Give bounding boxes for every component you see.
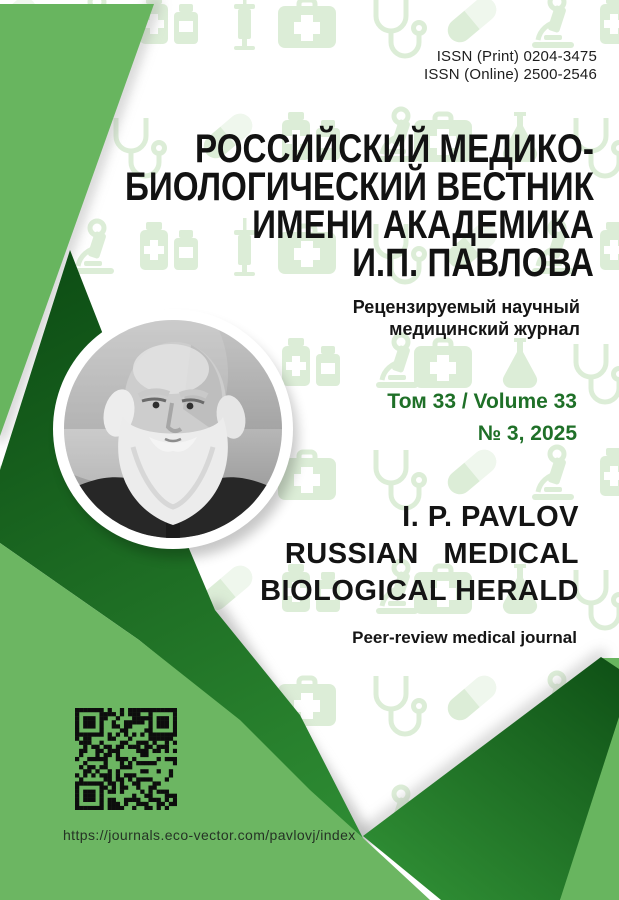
journal-title-ru-line: БИОЛОГИЧЕСКИЙ ВЕСТНИК — [125, 165, 594, 209]
issn-print: ISSN (Print) 0204-3475 — [436, 48, 597, 65]
journal-title-ru-line: РОССИЙСКИЙ МЕДИКО- — [195, 127, 594, 171]
journal-title-ru — [125, 127, 594, 285]
issn-online: ISSN (Online) 2500-2546 — [423, 66, 597, 83]
journal-subtitle-en: Peer-review medical journal — [352, 628, 577, 647]
journal-title-en-line: RUSSIAN MEDICAL — [284, 538, 579, 570]
journal-title-ru-line: И.П. ПАВЛОВА — [352, 241, 594, 285]
journal-subtitle-ru-line: медицинский журнал — [389, 319, 580, 339]
journal-title-ru-line: ИМЕНИ АКАДЕМИКА — [252, 203, 594, 247]
journal-title-en — [260, 499, 579, 610]
journal-subtitle-ru — [353, 296, 580, 340]
volume-issue-block — [387, 386, 577, 450]
journal-title-en-line: I. P. PAVLOV — [402, 501, 579, 533]
issn-block — [424, 48, 597, 84]
journal-title-en-line: BIOLOGICAL HERALD — [260, 575, 579, 607]
issue-line: № 3, 2025 — [477, 422, 577, 445]
qr-code — [75, 708, 177, 810]
journal-subtitle-ru-line: Рецензируемый научный — [352, 297, 580, 317]
journal-url: https://journals.eco-vector.com/pavlovj/index — [63, 827, 356, 843]
volume-line: Том 33 / Volume 33 — [387, 390, 577, 413]
